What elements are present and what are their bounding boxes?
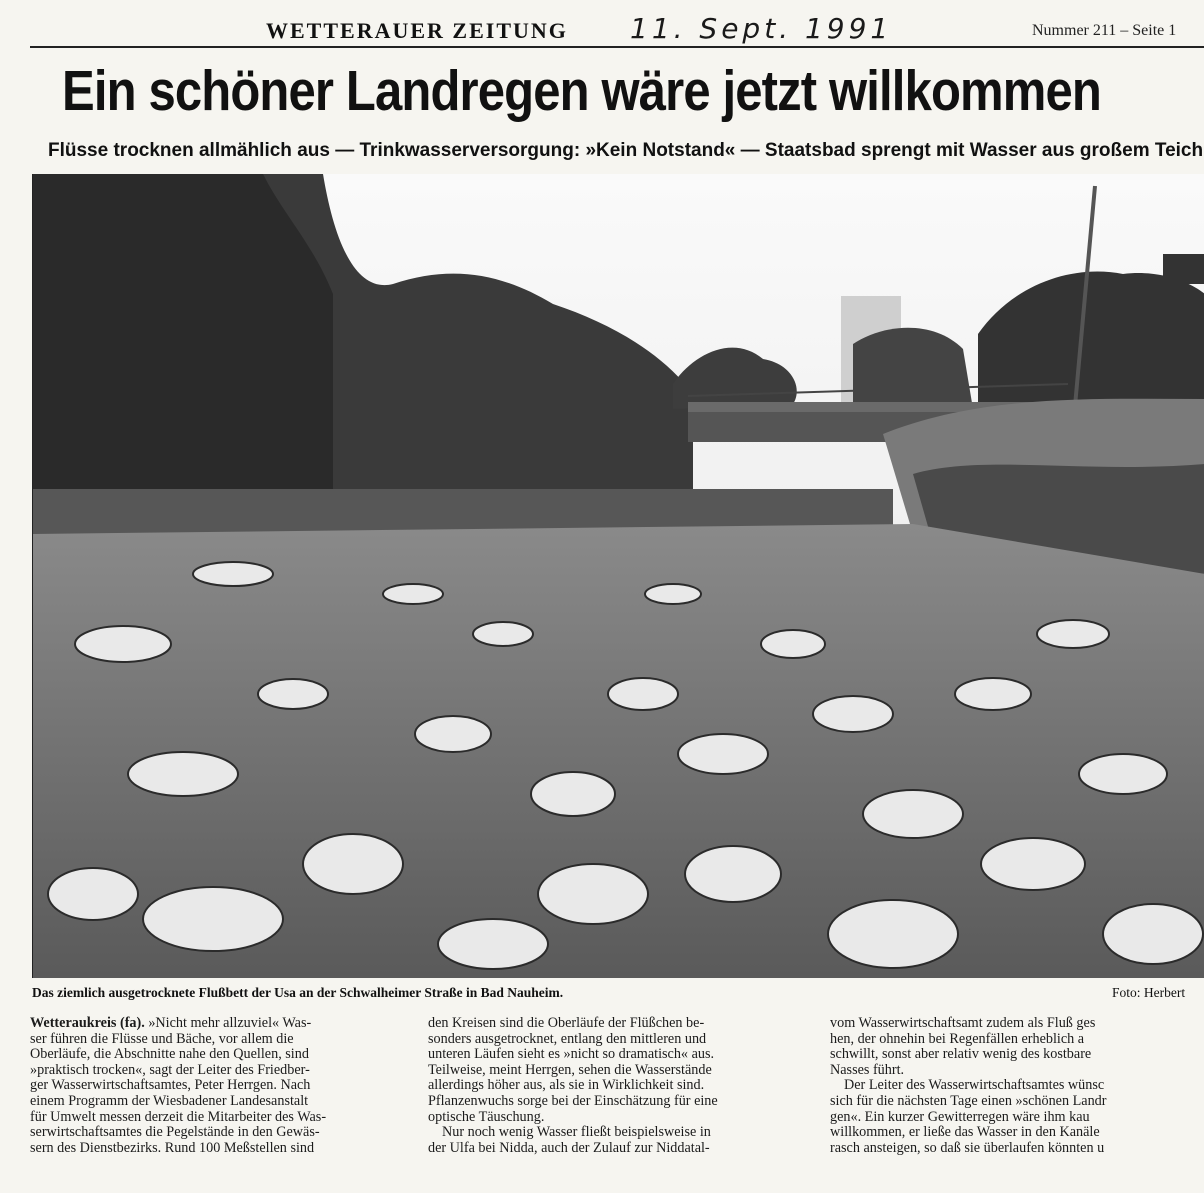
article-column-3 [830, 1016, 1204, 1156]
text-line: hen, der ohnehin bei Regenfällen erheblich a [830, 1031, 1085, 1047]
photo-caption: Das ziemlich ausgetrocknete Flußbett der Usa an der Schwalheimer Straße in Bad Nauheim. [32, 985, 564, 1000]
handwritten-date: 11. Sept. 1991 [630, 12, 893, 45]
text-line: ser führen die Flüsse und Bäche, vor allem die [30, 1031, 294, 1047]
headline: Ein schöner Landregen wäre jetzt willkommen [62, 59, 1102, 123]
article-dateline: Wetteraukreis (fa). [30, 1016, 145, 1031]
column-1-first-line [30, 1016, 412, 1032]
text-line: optische Täuschung. [428, 1109, 545, 1125]
text-line: Teilweise, meint Herrgen, sehen die Wasserstände [428, 1062, 712, 1078]
riverbed-photo-drawing [33, 174, 1204, 978]
text-line: sern des Dienstbezirks. Rund 100 Meßstellen sind [30, 1140, 315, 1156]
text-line: Nur noch wenig Wasser fließt beispielsweise in [442, 1125, 711, 1141]
text-line: sich für die nächsten Tage einen »schönen Landr [830, 1093, 1107, 1109]
text-line: allerdings höher aus, als sie in Wirklichkeit sind. [428, 1078, 705, 1094]
text-line: sonders ausgetrocknet, entlang den mittleren und [428, 1031, 707, 1047]
text-line: Oberläufe, die Abschnitte nahe den Quellen, sind [30, 1047, 309, 1063]
text-line: »Nicht mehr allzuviel« Was- [148, 1016, 312, 1031]
masthead-rule [30, 46, 1204, 48]
text-line: der Ulfa bei Nidda, auch der Zulauf zur Niddatal- [428, 1140, 710, 1156]
text-line: den Kreisen sind die Oberläufe der Flüßchen be- [428, 1016, 705, 1031]
text-line: Pflanzenwuchs sorge bei der Einschätzung für eine [428, 1093, 718, 1109]
text-line: willkommen, er ließe das Wasser in den Kanäle [830, 1125, 1100, 1141]
text-line: Der Leiter des Wasserwirtschaftsamtes wünsc [844, 1078, 1105, 1094]
text-line: Nasses führt. [830, 1062, 905, 1078]
text-line: rasch ansteigen, so daß sie überlaufen könnten u [830, 1140, 1105, 1156]
text-line: gen«. Ein kurzer Gewitterregen wäre ihm kau [830, 1109, 1090, 1125]
article-column-2 [428, 1016, 812, 1156]
text-line: unteren Läufen sieht es »nicht so dramatisch« aus. [428, 1047, 715, 1063]
text-line: einem Programm der Wiesbadener Landesanstalt [30, 1093, 309, 1109]
issue-number: Nummer 211 – Seite 1 [1032, 22, 1177, 39]
text-line: schwillt, sonst aber relativ wenig des kostbare [830, 1047, 1092, 1063]
text-line: »praktisch trocken«, sagt der Leiter des Friedber- [30, 1062, 310, 1078]
text-line: ger Wasserwirtschaftsamtes, Peter Herrgen. Nach [30, 1078, 311, 1094]
text-line: vom Wasserwirtschaftsamt zudem als Fluß ges [830, 1016, 1096, 1031]
riverbed-photo [32, 174, 1204, 978]
photo-credit: Foto: Herbert [1112, 985, 1186, 1000]
newspaper-name: WETTERAUER ZEITUNG [266, 18, 568, 43]
text-line: für Umwelt messen derzeit die Mitarbeiter des Was- [30, 1109, 327, 1125]
masthead [30, 14, 1204, 48]
subheadline: Flüsse trocknen allmählich aus — Trinkwasserversorgung: »Kein Notstand« — Staatsbad sprengt mit Wasser aus großem Teich [48, 140, 1204, 161]
text-line: serwirtschaftsamtes die Pegelstände in den Gewäs- [30, 1125, 320, 1141]
article-column-1 [30, 1016, 412, 1156]
